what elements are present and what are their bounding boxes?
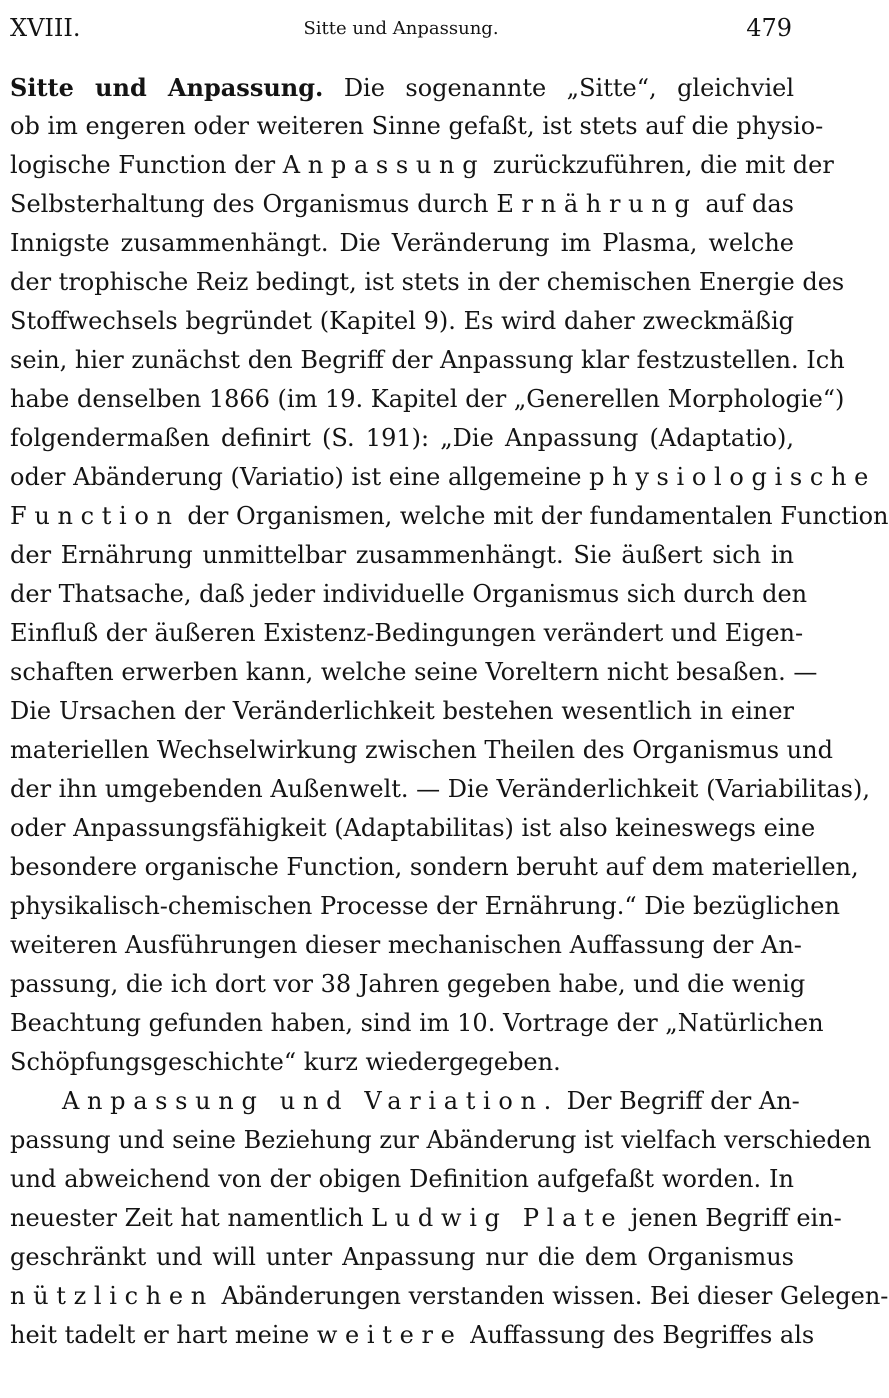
text-line xyxy=(10,653,818,692)
text-line xyxy=(10,1121,872,1160)
text-line xyxy=(10,1316,815,1355)
line-text: physikalisch-chemischen Processe der Ernährung.“ Die bezüglichen xyxy=(10,892,840,920)
spaced-emphasis: Ludwig Plate xyxy=(371,1204,624,1232)
line-text: der Organismen, welche mit der fundamentalen Function xyxy=(179,502,889,530)
text-line xyxy=(10,1160,794,1199)
text-line xyxy=(10,575,808,614)
text-line xyxy=(10,341,845,380)
line-text: besondere organische Function, sondern beruht auf dem materiellen, xyxy=(10,853,859,881)
line-text: Die sogenannte „Sitte“, gleichviel xyxy=(323,74,794,102)
line-text: Die Ursachen der Veränderlichkeit bestehen wesentlich in einer xyxy=(10,697,794,725)
section-heading: Sitte und Anpassung. xyxy=(10,73,324,102)
line-text: zurückzuführen, die mit der xyxy=(485,151,834,179)
chapter-number: XVIII. xyxy=(10,14,81,42)
text-line xyxy=(10,1082,800,1121)
line-text: Der Begriff der An- xyxy=(558,1087,800,1115)
line-text: der trophische Reiz bedingt, ist stets in der chemischen Energie des xyxy=(10,268,845,296)
line-text: materiellen Wechselwirkung zwischen Theilen des Organismus und xyxy=(10,736,833,764)
text-line xyxy=(10,224,794,263)
line-text: neuester Zeit hat namentlich xyxy=(10,1204,372,1232)
line-text: weiteren Ausführungen dieser mechanischen Auffassung der An- xyxy=(10,931,802,959)
text-line xyxy=(10,809,816,848)
text-line xyxy=(10,1277,889,1316)
line-text: Innigste zusammenhängt. Die Veränderung im Plasma, welche xyxy=(10,229,794,257)
spaced-emphasis: Function xyxy=(10,502,180,530)
line-text: Selbsterhaltung des Organismus durch xyxy=(10,190,497,218)
line-text: schaften erwerben kann, welche seine Voreltern nicht besaßen. — xyxy=(10,658,818,686)
line-text: heit tadelt er hart meine xyxy=(10,1321,317,1349)
text-line xyxy=(10,1043,794,1082)
text-line xyxy=(10,965,806,1004)
line-text: Auffassung des Begriffes als xyxy=(462,1321,815,1349)
text-line xyxy=(10,146,834,185)
body-text xyxy=(10,68,889,1355)
text-line xyxy=(10,302,794,341)
line-text: sein, hier zunächst den Begriff der Anpassung klar festzustellen. Ich xyxy=(10,346,845,374)
text-line xyxy=(10,770,870,809)
line-text: habe denselben 1866 (im 19. Kapitel der „Generellen Morphologie“) xyxy=(10,385,845,413)
text-line xyxy=(10,380,845,419)
line-text: jenen Begriff ein- xyxy=(623,1204,842,1232)
line-text: Abänderungen verstanden wissen. Bei dieser Gelegen- xyxy=(213,1282,889,1310)
line-text: folgendermaßen definirt (S. 191): „Die Anpassung (Adaptatio), xyxy=(10,424,794,452)
text-line xyxy=(10,926,802,965)
spaced-emphasis: Anpassung xyxy=(282,151,486,179)
text-line xyxy=(10,497,889,536)
text-line xyxy=(10,1199,842,1238)
text-line xyxy=(10,887,840,926)
text-line xyxy=(10,848,859,887)
text-line xyxy=(10,731,833,770)
text-line xyxy=(10,1004,824,1043)
line-text: Stoffwechsels begründet (Kapitel 9). Es wird daher zweckmäßig xyxy=(10,307,794,335)
line-text: passung, die ich dort vor 38 Jahren gegeben habe, und die wenig xyxy=(10,970,806,998)
text-line xyxy=(10,692,794,731)
line-text: Beachtung gefunden haben, sind im 10. Vortrage der „Natürlichen xyxy=(10,1009,824,1037)
spaced-emphasis: physiologische xyxy=(589,463,877,491)
text-line xyxy=(10,107,824,146)
text-line xyxy=(10,419,794,458)
text-line xyxy=(10,1238,794,1277)
line-text: der ihn umgebenden Außenwelt. — Die Veränderlichkeit (Variabilitas), xyxy=(10,775,870,803)
line-text: logische Function der xyxy=(10,151,283,179)
line-text: Schöpfungsgeschichte“ kurz wiedergegeben. xyxy=(10,1048,561,1076)
line-text: Einfluß der äußeren Existenz-Bedingungen verändert und Eigen- xyxy=(10,619,804,647)
line-text: und abweichend von der obigen Definition aufgefaßt worden. In xyxy=(10,1165,794,1193)
spaced-emphasis: nützlichen xyxy=(10,1282,214,1310)
line-text: ob im engeren oder weiteren Sinne gefaßt, ist stets auf die physio- xyxy=(10,112,824,140)
text-line xyxy=(10,614,804,653)
spaced-emphasis: Ernährung xyxy=(496,190,698,218)
text-line xyxy=(10,263,845,302)
spaced-emphasis: Anpassung und Variation. xyxy=(62,1087,559,1115)
line-text: der Ernährung unmittelbar zusammenhängt. Sie äußert sich in xyxy=(10,541,794,569)
running-title: Sitte und Anpassung. xyxy=(303,18,499,39)
line-text: oder Anpassungsfähigkeit (Adaptabilitas) ist also keineswegs eine xyxy=(10,814,816,842)
text-line xyxy=(10,185,794,224)
line-text: auf das xyxy=(697,190,794,218)
line-text: geschränkt und will unter Anpassung nur die dem Organismus xyxy=(10,1243,794,1271)
spaced-emphasis: weitere xyxy=(316,1321,463,1349)
text-line xyxy=(10,68,794,107)
text-line xyxy=(10,536,794,575)
line-text: oder Abänderung (Variatio) ist eine allgemeine xyxy=(10,463,590,491)
running-header xyxy=(10,14,792,50)
line-text: der Thatsache, daß jeder individuelle Organismus sich durch den xyxy=(10,580,808,608)
text-line xyxy=(10,458,877,497)
line-text: passung und seine Beziehung zur Abänderung ist vielfach verschieden xyxy=(10,1126,872,1154)
page-number: 479 xyxy=(746,14,792,42)
